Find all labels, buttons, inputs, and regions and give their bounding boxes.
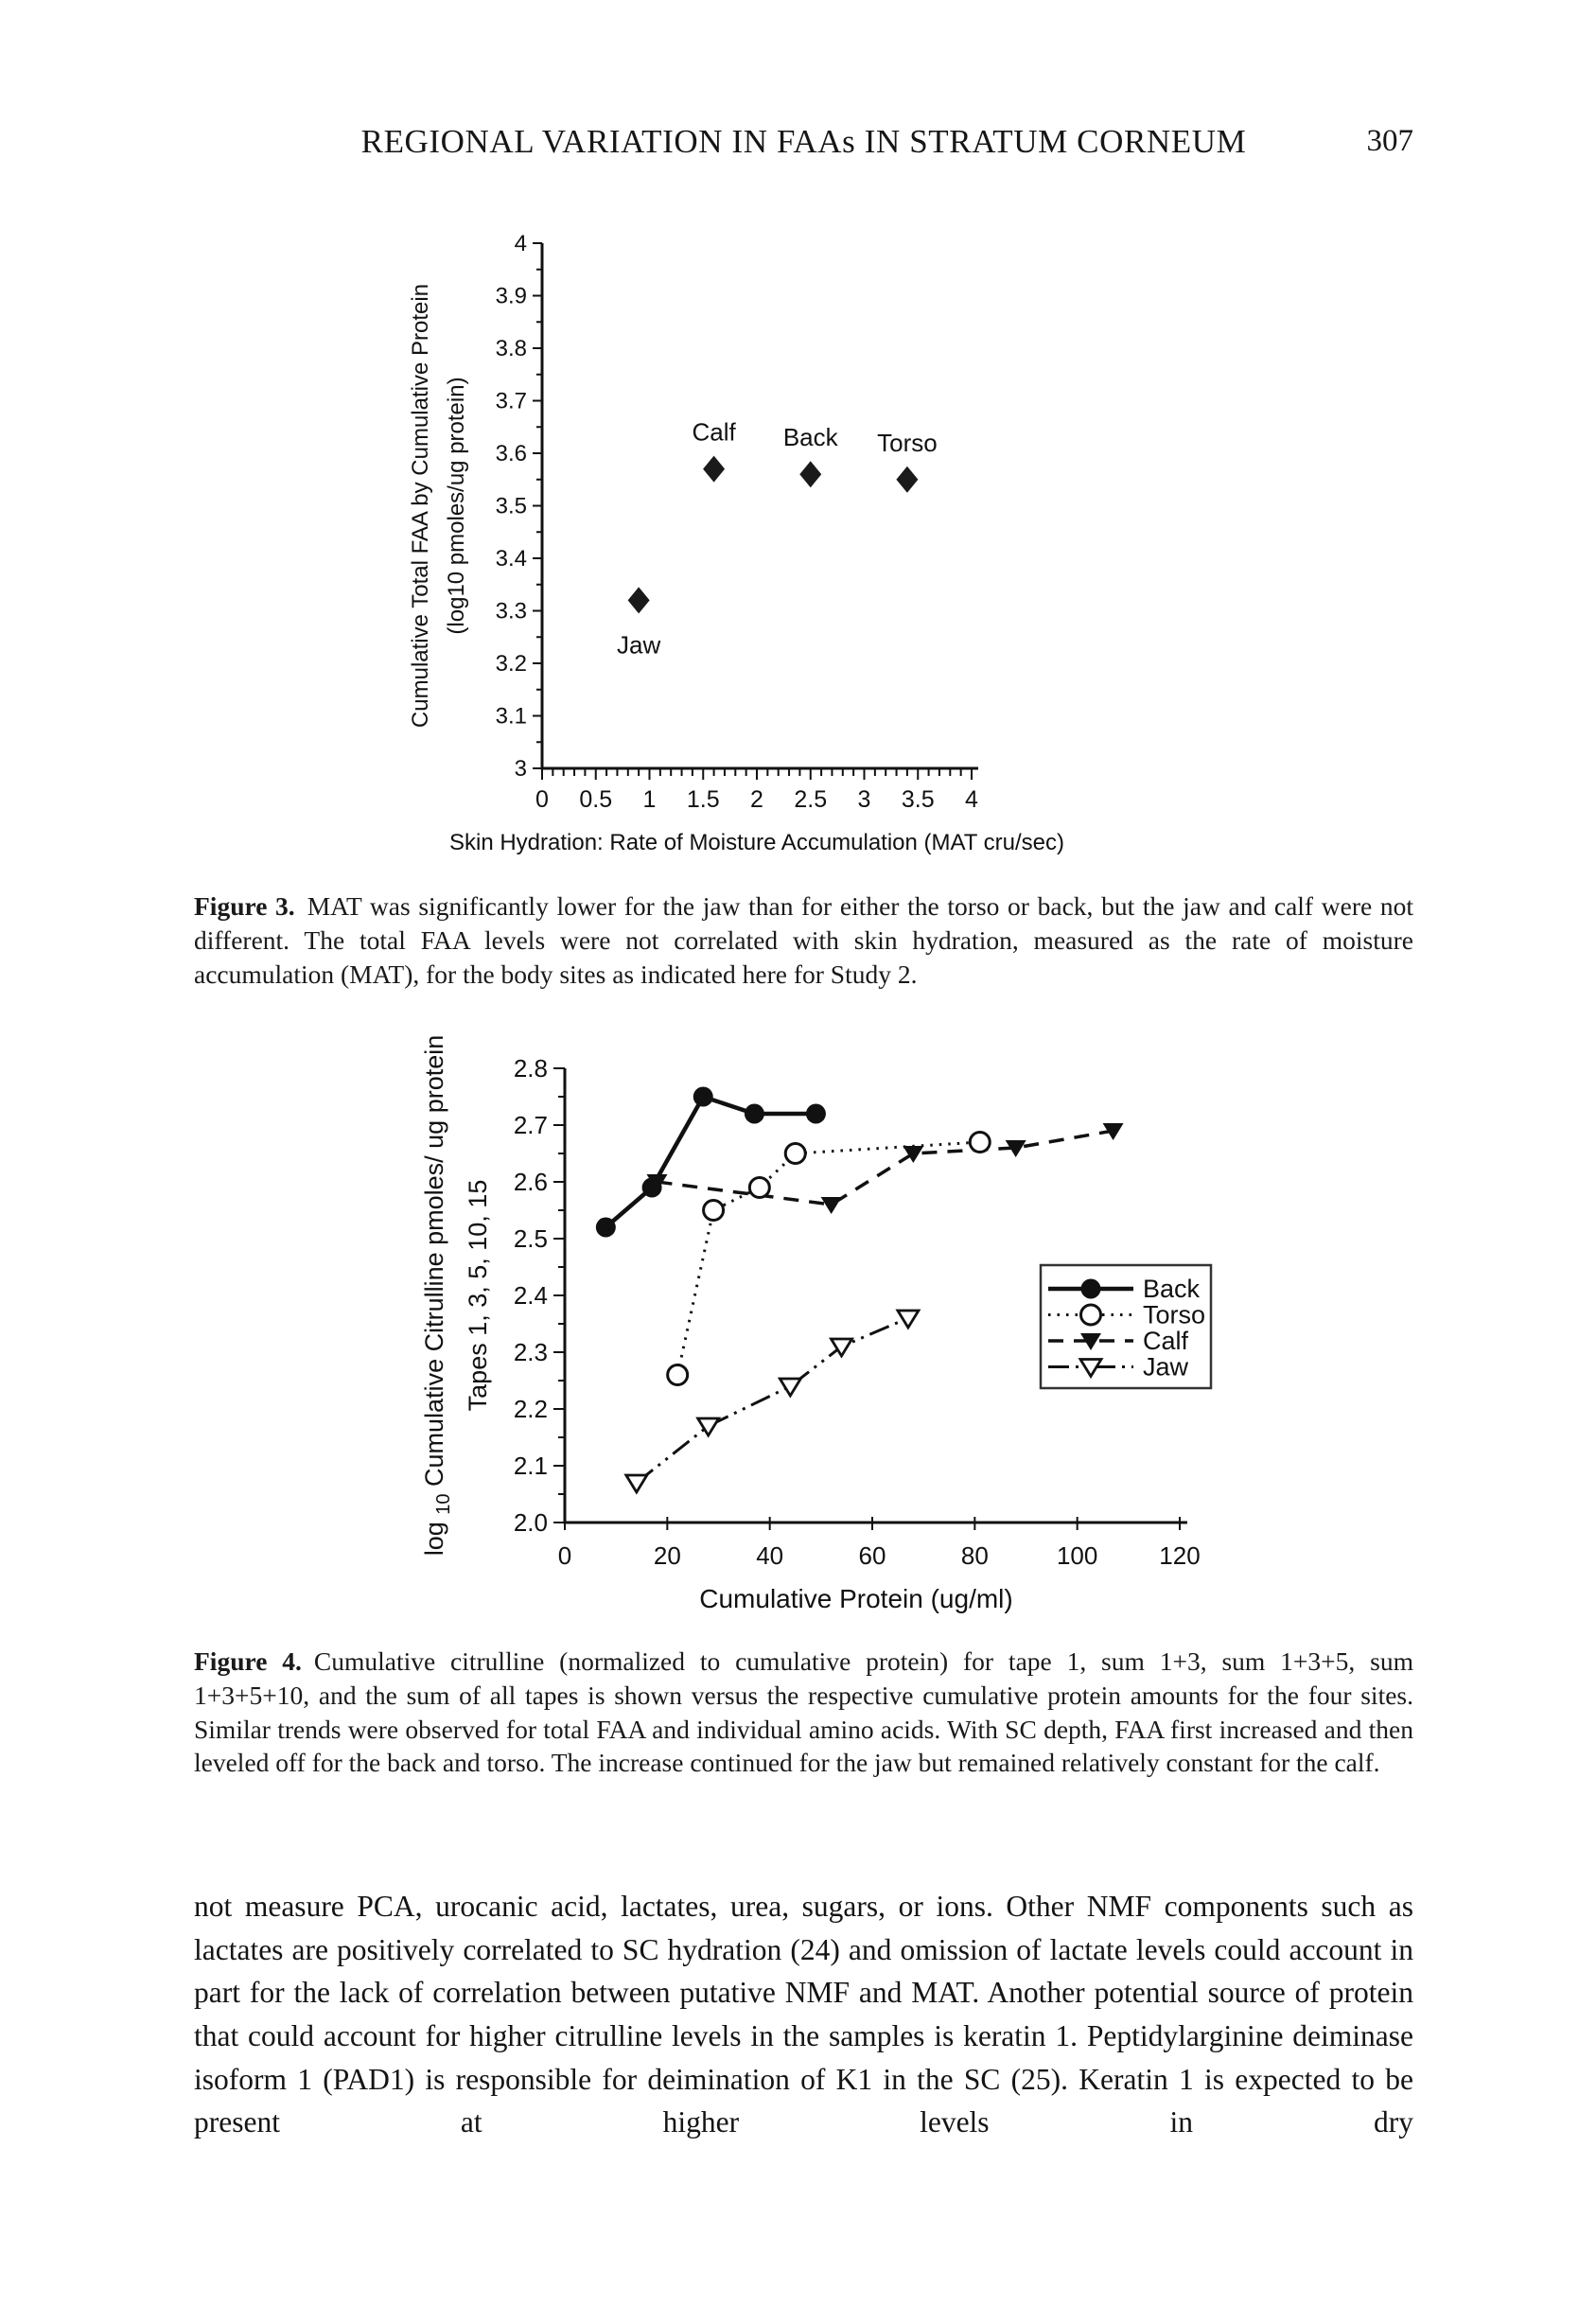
- svg-text:2.3: 2.3: [513, 1338, 548, 1366]
- running-head-title: REGIONAL VARIATION IN FAAs IN STRATUM CORNEUM: [360, 123, 1247, 160]
- page-header: [194, 123, 1413, 170]
- svg-text:4: 4: [514, 231, 527, 256]
- legend-label-back: Back: [1143, 1275, 1201, 1303]
- fig4-series-lines: [605, 1097, 1113, 1483]
- svg-text:3.3: 3.3: [495, 598, 527, 625]
- svg-text:120: 120: [1159, 1541, 1201, 1570]
- svg-text:3.4: 3.4: [495, 546, 527, 572]
- svg-text:0: 0: [535, 786, 549, 813]
- svg-text:2.5: 2.5: [794, 786, 828, 813]
- svg-text:40: 40: [756, 1541, 784, 1570]
- svg-text:3.5: 3.5: [901, 786, 935, 813]
- svg-text:1.5: 1.5: [686, 786, 720, 813]
- svg-text:20: 20: [653, 1541, 681, 1570]
- fig3-point-label-calf: Calf: [692, 417, 736, 447]
- svg-text:3.9: 3.9: [495, 283, 527, 309]
- svg-text:3.6: 3.6: [495, 441, 527, 466]
- svg-text:3.5: 3.5: [495, 493, 527, 519]
- fig4-y-axis-title-line2: Tapes 1, 3, 5, 10, 15: [464, 1179, 492, 1412]
- figure3-caption: [194, 889, 1413, 991]
- figure4-caption-label: Figure 4.: [194, 1646, 302, 1676]
- legend-label-jaw: Jaw: [1143, 1352, 1189, 1382]
- svg-text:3.8: 3.8: [495, 336, 527, 361]
- fig3-y-axis-title-line1: Cumulative Total FAA by Cumulative Protein: [408, 283, 433, 729]
- svg-text:2.2: 2.2: [513, 1395, 548, 1423]
- svg-text:2.6: 2.6: [513, 1168, 548, 1196]
- fig3-point-label-back: Back: [782, 423, 838, 452]
- fig3-point-label-jaw: Jaw: [617, 630, 661, 660]
- fig3-x-axis-title: Skin Hydration: Rate of Moisture Accumulation (MAT cru/sec): [448, 830, 1065, 855]
- figure3-caption-label: Figure 3.: [194, 891, 295, 921]
- svg-text:1: 1: [642, 786, 657, 813]
- fig4-x-axis-title: Cumulative Protein (ug/ml): [699, 1584, 1013, 1613]
- svg-text:2.1: 2.1: [513, 1452, 548, 1480]
- svg-text:3: 3: [514, 756, 527, 782]
- svg-text:2: 2: [750, 786, 763, 813]
- svg-text:2.7: 2.7: [513, 1111, 548, 1139]
- series-line-calf: [658, 1131, 1114, 1205]
- svg-text:3.1: 3.1: [495, 703, 527, 730]
- figure3-caption-text: MAT was significantly lower for the jaw than for either the torso or back, but the jaw and calf were not different. The total FAA levels were not correlated with skin hydration, measured as the rate of moisture accumulation (MAT), for the body sites as indicated here for Study 2.: [194, 891, 1413, 989]
- svg-text:4: 4: [965, 786, 978, 813]
- svg-text:3: 3: [857, 786, 871, 813]
- svg-text:2.0: 2.0: [513, 1508, 548, 1537]
- series-line-torso: [677, 1142, 980, 1375]
- svg-text:3.7: 3.7: [495, 388, 527, 414]
- svg-text:3.2: 3.2: [495, 651, 527, 677]
- svg-text:2.5: 2.5: [513, 1224, 548, 1253]
- svg-text:80: 80: [960, 1541, 989, 1570]
- fig3-y-axis-title-line2: (log10 pmoles/ug protein): [444, 377, 469, 635]
- legend-label-torso: Torso: [1143, 1300, 1206, 1329]
- svg-text:2.4: 2.4: [513, 1281, 548, 1310]
- svg-text:2.8: 2.8: [513, 1054, 548, 1083]
- figure3-scatter-chart: [360, 222, 1065, 885]
- page-number: 307: [1366, 124, 1413, 158]
- fig3-data-points: [617, 418, 938, 660]
- svg-text:60: 60: [858, 1541, 886, 1570]
- figure4-caption: [194, 1645, 1413, 1780]
- figure4-caption-text: Cumulative citrulline (normalized to cumulative protein) for tape 1, sum 1+3, sum 1+3+5, sum 1+3+5+10, and the sum of all tapes is shown versus the respective cumulative protein amounts for the four sites. Similar trends were observed for total FAA and individual amino acids. With SC depth, FAA first increased and then leveled off for the back and torso. The increase continued for the jaw but remained relatively constant for the calf.: [194, 1646, 1413, 1778]
- figure4-line-chart: [378, 1027, 1315, 1637]
- legend-label-calf: Calf: [1143, 1327, 1189, 1355]
- svg-text:0: 0: [557, 1541, 572, 1570]
- fig3-point-label-torso: Torso: [877, 428, 938, 457]
- legend: [1041, 1265, 1211, 1388]
- fig4-y-axis-title-line1: log $_{10}$ Cumulative Citrulline pmoles/ ug protein: [420, 1034, 454, 1557]
- fig3-axes: [496, 231, 978, 813]
- svg-text:0.5: 0.5: [579, 786, 613, 813]
- svg-text:100: 100: [1056, 1541, 1098, 1570]
- body-paragraph: not measure PCA, urocanic acid, lactates, urea, sugars, or ions. Other NMF components such as lactates are positively correlated to SC hydration (24) and omission of lactate levels could account in part for the lack of correlation between putative NMF and MAT. Another potential source of protein that could account for higher citrulline levels in the samples is keratin 1. Peptidylarginine deiminase isoform 1 (PAD1) is responsible for deimination of K1 in the SC (25). Keratin 1 is expected to be present at higher levels in dry: [194, 1890, 1413, 2139]
- series-line-jaw: [637, 1318, 908, 1483]
